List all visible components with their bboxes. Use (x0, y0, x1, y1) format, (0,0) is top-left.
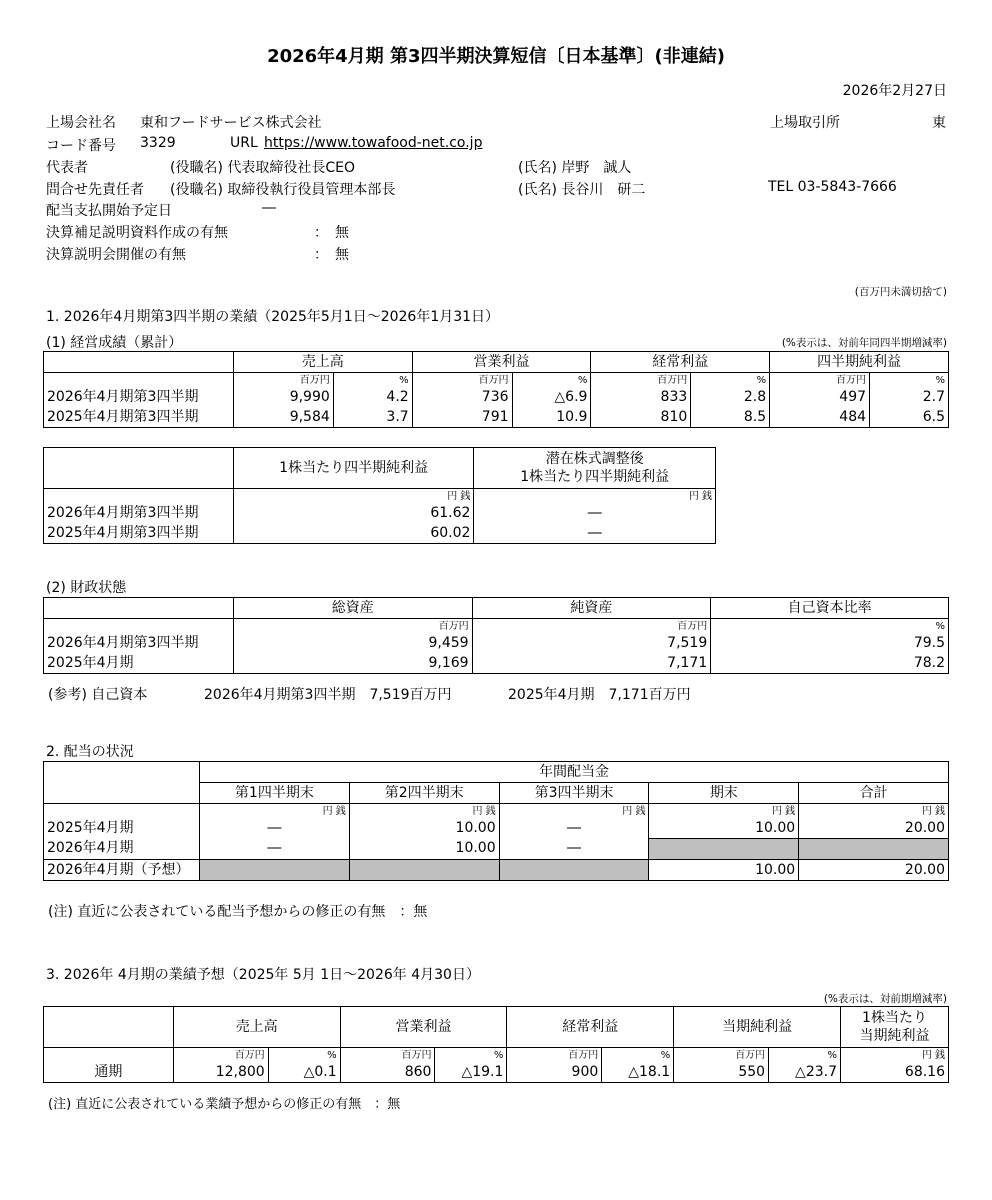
value-cell: △0.1 (268, 1062, 340, 1083)
unit-cell: 円 銭 (841, 1048, 949, 1063)
table-row (44, 839, 949, 860)
contact-title: (役職名) 取締役執行役員管理本部長 (170, 182, 396, 198)
shaded-cell (799, 839, 949, 860)
col-header: 第1四半期末 (199, 783, 349, 804)
reference-current: 2026年4月期第3四半期 7,519百万円 (204, 687, 452, 703)
unit-cell: % (711, 619, 949, 634)
unit-cell: 百万円 (591, 373, 691, 388)
value-cell: 736 (412, 387, 512, 407)
table-row (44, 407, 949, 428)
row-label: 2025年4月期 (44, 818, 200, 839)
table-row (44, 860, 949, 881)
col-header: 第2四半期末 (349, 783, 499, 804)
value-cell: 791 (412, 407, 512, 428)
col-header: 売上高 (233, 352, 412, 373)
value-cell: 484 (770, 407, 870, 428)
value-cell: 9,990 (233, 387, 333, 407)
value-cell: 10.00 (649, 818, 799, 839)
contact-tel: TEL 03-5843-7666 (768, 179, 897, 195)
value-cell: 3.7 (333, 407, 412, 428)
col-header-line: 潜在株式調整後 (545, 451, 644, 467)
dividend-date-label: 配当支払開始予定日 (46, 203, 172, 219)
value-cell: 4.2 (333, 387, 412, 407)
value-cell: 12,800 (173, 1062, 268, 1083)
contact-label: 問合せ先責任者 (46, 182, 144, 198)
unit-cell: % (333, 373, 412, 388)
value-cell: 810 (591, 407, 691, 428)
col-header (474, 448, 716, 489)
unit-cell: 百万円 (173, 1048, 268, 1063)
value-cell: 2.7 (870, 387, 949, 407)
report-date: 2026年2月27日 (842, 83, 947, 99)
value-cell: ― (499, 839, 649, 860)
dividend-revision-note: (注) 直近に公表されている配当予想からの修正の有無 ：無 (48, 904, 428, 920)
table-corner (44, 598, 234, 619)
unit-cell: 円 銭 (349, 804, 499, 819)
table-corner (44, 448, 234, 489)
shaded-cell (349, 860, 499, 881)
unit-cell: % (512, 373, 591, 388)
shaded-cell (649, 839, 799, 860)
value-cell: 20.00 (799, 818, 949, 839)
col-header: 経常利益 (507, 1007, 674, 1048)
section1-sub2: (2) 財政状態 (46, 580, 127, 596)
section1-pct-note: (%表示は、対前年同四半期増減率) (781, 337, 947, 349)
unit-cell (44, 619, 234, 634)
shaded-cell (499, 860, 649, 881)
briefing-value: ： 無 (314, 247, 349, 263)
col-header: 四半期純利益 (770, 352, 949, 373)
value-cell: ― (474, 503, 716, 523)
url-label: URL (230, 135, 258, 151)
supplement-value: ： 無 (314, 225, 349, 241)
unit-cell: 百万円 (472, 619, 711, 634)
value-cell: 60.02 (233, 523, 474, 544)
col-header: 1株当たり四半期純利益 (233, 448, 474, 489)
dividend-date-value: ― (262, 200, 276, 216)
table-row (44, 503, 716, 523)
value-cell: ― (199, 818, 349, 839)
unit-cell: 円 銭 (799, 804, 949, 819)
exchange-label: 上場取引所 (770, 115, 840, 131)
row-label: 2026年4月期第3四半期 (44, 633, 234, 653)
value-cell: 10.9 (512, 407, 591, 428)
unit-cell: % (769, 1048, 841, 1063)
section2-heading: 2. 配当の状況 (46, 744, 134, 760)
table-row (44, 523, 716, 544)
row-label: 2025年4月期第3四半期 (44, 407, 234, 428)
value-cell: △18.1 (602, 1062, 674, 1083)
representative-name: (氏名) 岸野 誠人 (518, 160, 632, 176)
unit-cell: 円 銭 (233, 489, 474, 504)
value-cell: 9,459 (233, 633, 472, 653)
col-header-line: 1株当たり (862, 1010, 927, 1026)
representative-label: 代表者 (46, 160, 88, 176)
col-header: 営業利益 (412, 352, 591, 373)
unit-cell: 百万円 (233, 373, 333, 388)
unit-cell (44, 804, 200, 819)
col-header: 経常利益 (591, 352, 770, 373)
col-header: 期末 (649, 783, 799, 804)
value-cell: 10.00 (349, 818, 499, 839)
unit-cell: 円 銭 (499, 804, 649, 819)
section3-heading: 3. 2026年 4月期の業績予想（2025年 5月 1日～2026年 4月30日） (46, 967, 480, 983)
value-cell: ― (474, 523, 716, 544)
unit-cell (44, 489, 234, 504)
row-label: 2025年4月期 (44, 653, 234, 674)
supplement-label: 決算補足説明資料作成の有無 (46, 225, 228, 241)
briefing-label: 決算説明会開催の有無 (46, 247, 186, 263)
unit-cell: 百万円 (507, 1048, 602, 1063)
unit-cell: 円 銭 (199, 804, 349, 819)
table-corner (44, 352, 234, 373)
company-name-label: 上場会社名 (46, 115, 116, 131)
section3-pct-note: (%表示は、対前期増減率) (823, 993, 947, 1005)
unit-cell: 百万円 (770, 373, 870, 388)
value-cell: 68.16 (841, 1062, 949, 1083)
unit-cell: 百万円 (340, 1048, 435, 1063)
exchange-value: 東 (932, 115, 946, 131)
shaded-cell (199, 860, 349, 881)
row-label: 2026年4月期（予想） (44, 860, 200, 881)
col-header: 営業利益 (340, 1007, 507, 1048)
value-cell: 860 (340, 1062, 435, 1083)
value-cell: 6.5 (870, 407, 949, 428)
eps-table (43, 447, 716, 544)
col-header: 合計 (799, 783, 949, 804)
table-row (44, 818, 949, 839)
row-label: 2026年4月期第3四半期 (44, 503, 234, 523)
table-row (44, 653, 949, 674)
unit-cell: % (268, 1048, 340, 1063)
table-row (44, 1062, 949, 1083)
financial-position-table (43, 597, 949, 674)
rounding-note: (百万円未満切捨て) (854, 286, 947, 298)
col-header: 売上高 (173, 1007, 340, 1048)
row-label: 通期 (44, 1062, 174, 1083)
value-cell: 79.5 (711, 633, 949, 653)
row-label: 2025年4月期第3四半期 (44, 523, 234, 544)
section1-sub1: (1) 経営成績（累計） (46, 335, 183, 351)
unit-cell (44, 1048, 174, 1063)
value-cell: 8.5 (691, 407, 770, 428)
annual-dividend-header: 年間配当金 (199, 762, 948, 783)
value-cell: 61.62 (233, 503, 474, 523)
col-header: 総資産 (233, 598, 472, 619)
value-cell: 2.8 (691, 387, 770, 407)
unit-cell: % (691, 373, 770, 388)
unit-cell: 円 銭 (649, 804, 799, 819)
value-cell: ― (199, 839, 349, 860)
forecast-revision-note: (注) 直近に公表されている業績予想からの修正の有無 ：無 (48, 1097, 401, 1112)
reference-label: (参考) 自己資本 (48, 687, 148, 703)
unit-cell: 百万円 (233, 619, 472, 634)
dividend-table (43, 761, 949, 881)
value-cell: △23.7 (769, 1062, 841, 1083)
col-header: 第3四半期末 (499, 783, 649, 804)
value-cell: 20.00 (799, 860, 949, 881)
unit-cell (44, 373, 234, 388)
value-cell: 900 (507, 1062, 602, 1083)
col-header-line: 当期純利益 (859, 1028, 930, 1044)
col-header: 当期純利益 (674, 1007, 841, 1048)
table-row (44, 387, 949, 407)
company-url-link[interactable]: https://www.towafood-net.co.jp (264, 135, 483, 151)
reference-previous: 2025年4月期 7,171百万円 (508, 687, 691, 703)
col-header-line: 1株当たり四半期純利益 (520, 469, 670, 485)
value-cell: 10.00 (349, 839, 499, 860)
value-cell: 7,171 (472, 653, 711, 674)
code-label: コード番号 (46, 138, 116, 154)
col-header: 純資産 (472, 598, 711, 619)
contact-name: (氏名) 長谷川 研二 (518, 182, 646, 198)
value-cell: 9,169 (233, 653, 472, 674)
table-row (44, 633, 949, 653)
unit-cell: % (435, 1048, 507, 1063)
value-cell: △6.9 (512, 387, 591, 407)
representative-title: (役職名) 代表取締役社長CEO (170, 160, 356, 176)
col-header (841, 1007, 949, 1048)
unit-cell: 円 銭 (474, 489, 716, 504)
row-label: 2026年4月期第3四半期 (44, 387, 234, 407)
value-cell: 78.2 (711, 653, 949, 674)
value-cell: 550 (674, 1062, 769, 1083)
value-cell: ― (499, 818, 649, 839)
section1-heading: 1. 2026年4月期第3四半期の業績（2025年5月1日～2026年1月31日） (46, 309, 500, 325)
value-cell: 9,584 (233, 407, 333, 428)
col-header: 自己資本比率 (711, 598, 949, 619)
operating-results-table (43, 351, 949, 428)
unit-cell: % (602, 1048, 674, 1063)
company-name: 東和フードサービス株式会社 (140, 115, 322, 131)
unit-cell: % (870, 373, 949, 388)
value-cell: 497 (770, 387, 870, 407)
page-title: 2026年4月期 第3四半期決算短信〔日本基準〕(非連結) (267, 46, 725, 67)
row-label: 2026年4月期 (44, 839, 200, 860)
table-corner (44, 762, 200, 804)
value-cell: 7,519 (472, 633, 711, 653)
table-corner (44, 1007, 174, 1048)
value-cell: 833 (591, 387, 691, 407)
unit-cell: 百万円 (674, 1048, 769, 1063)
value-cell: 10.00 (649, 860, 799, 881)
unit-cell: 百万円 (412, 373, 512, 388)
value-cell: △19.1 (435, 1062, 507, 1083)
code-value: 3329 (140, 135, 176, 151)
forecast-table (43, 1006, 949, 1083)
